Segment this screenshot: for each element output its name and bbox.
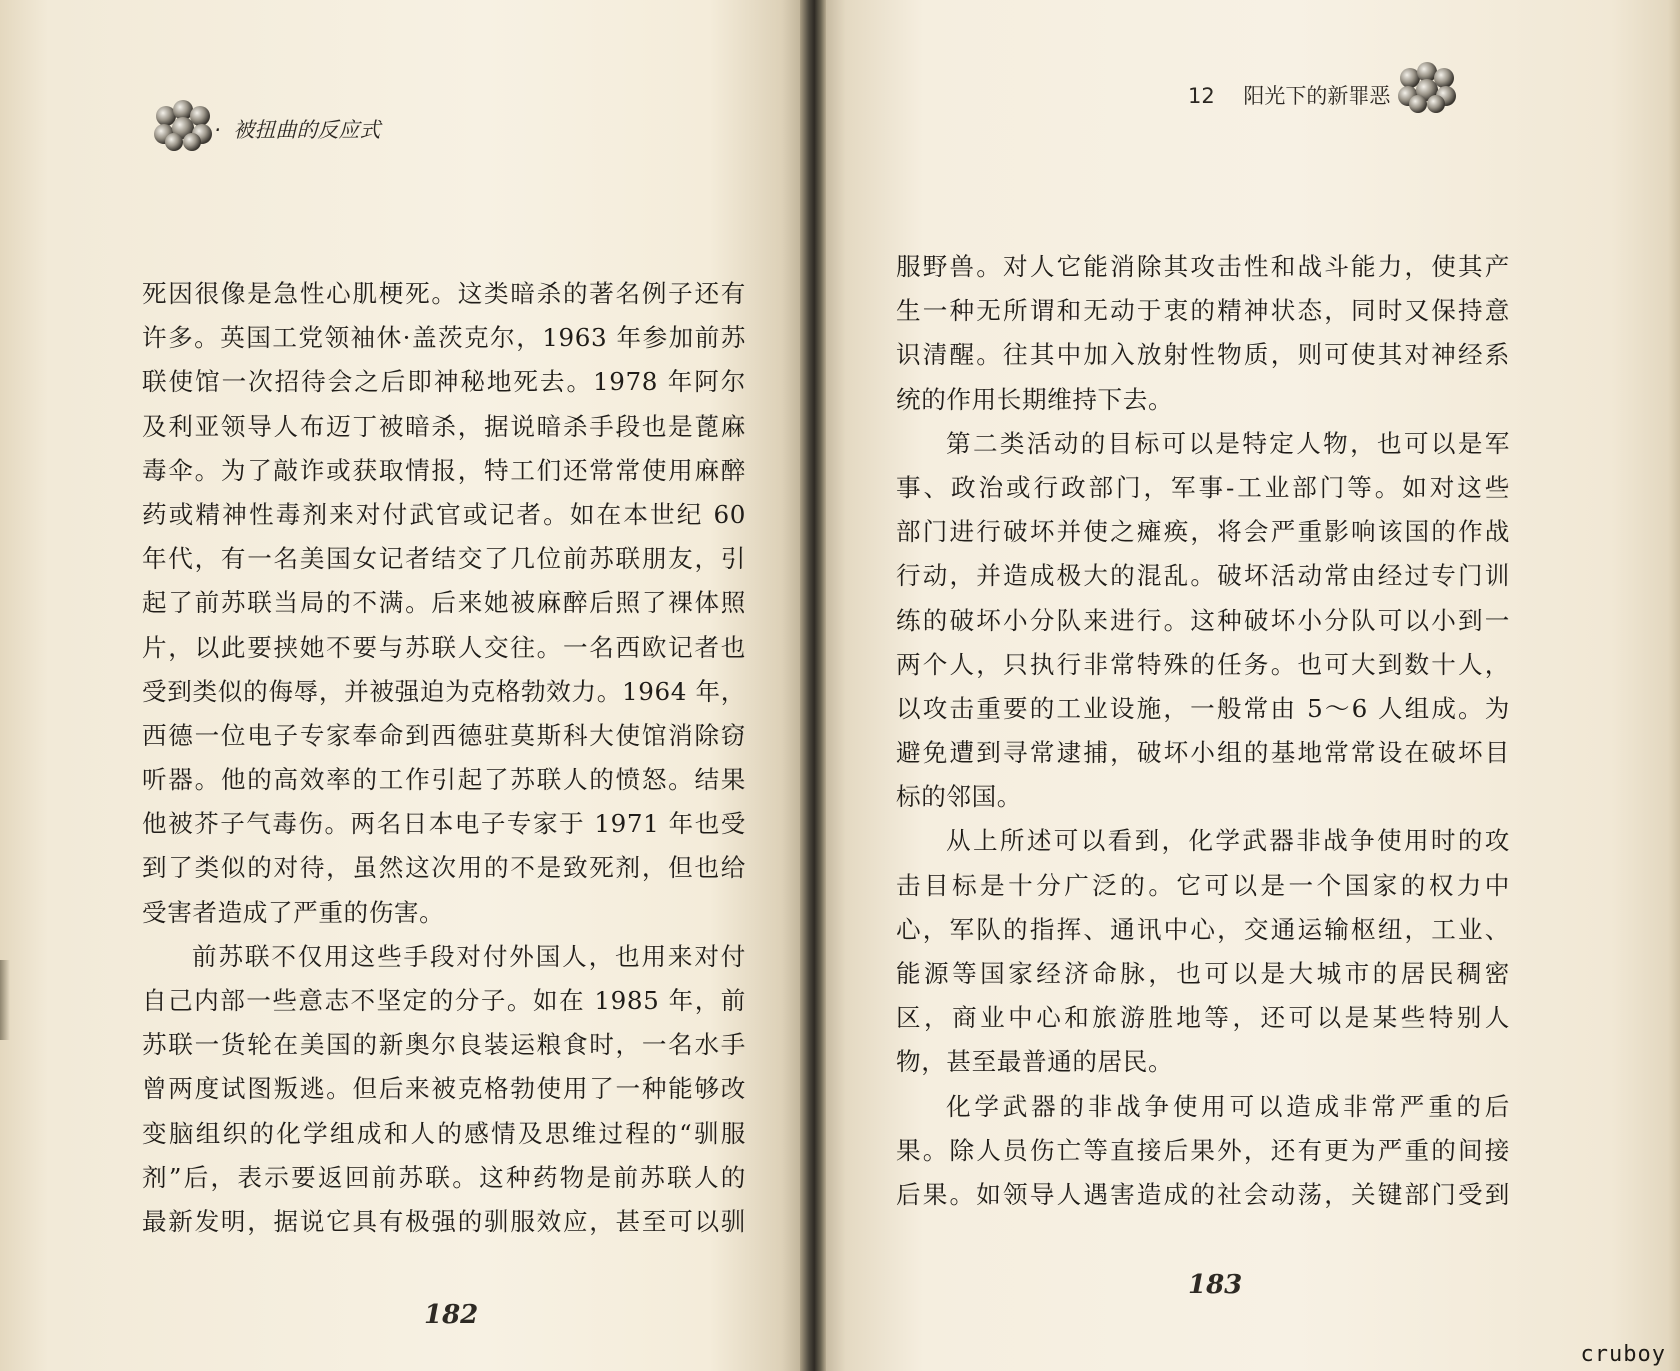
text-line: 许多。英国工党领袖休·盖茨克尔，1963 年参加前苏 xyxy=(142,323,746,353)
scan-smudge xyxy=(0,960,10,1040)
book-gutter xyxy=(800,0,826,1371)
text-line: 事、政治或行政部门，军事-工业部门等。如对这些 xyxy=(896,472,1510,502)
text-line: 及利亚领导人布迈丁被暗杀，据说暗杀手段也是蓖麻 xyxy=(142,411,746,441)
text-line: 击目标是十分广泛的。它可以是一个国家的权力中 xyxy=(896,870,1510,900)
running-header-left xyxy=(214,114,380,144)
text-line: 苏联一货轮在美国的新奥尔良装运粮食时，一名水手 xyxy=(142,1030,746,1060)
text-line: 区，商业中心和旅游胜地等，还可以是某些特别人 xyxy=(896,1003,1510,1033)
text-line: 到了类似的对待，虽然这次用的不是致死剂，但也给 xyxy=(142,853,746,883)
text-line: 自己内部一些意志不坚定的分子。如在 1985 年，前 xyxy=(142,986,746,1015)
text-line: 后果。如领导人遇害造成的社会动荡，关键部门受到 xyxy=(896,1179,1510,1209)
right-page-body xyxy=(896,245,1510,1217)
text-line: 心，军队的指挥、通讯中心，交通运输枢纽，工业、 xyxy=(896,914,1510,944)
text-line: 听器。他的高效率的工作引起了苏联人的愤怒。结果 xyxy=(142,765,746,795)
text-line: 化学武器的非战争使用可以造成非常严重的后 xyxy=(946,1091,1510,1121)
chapter-number: 12 xyxy=(1188,84,1215,108)
text-line: 变脑组织的化学组成和人的感情及思维过程的“驯服 xyxy=(142,1118,746,1148)
watermark-text: cruboy xyxy=(1580,1342,1666,1367)
page-edge xyxy=(1668,0,1680,1371)
text-line: 起了前苏联当局的不满。后来她被麻醉后照了裸体照 xyxy=(142,588,746,618)
text-line: 剂”后，表示要返回前苏联。这种药物是前苏联人的 xyxy=(142,1162,746,1192)
molecule-cluster-icon xyxy=(152,96,214,152)
text-line: 第二类活动的目标可以是特定人物，也可以是军 xyxy=(946,428,1510,458)
text-line: 以攻击重要的工业设施，一般常由 5～6 人组成。为 xyxy=(896,693,1510,723)
left-page-body xyxy=(142,272,746,1244)
text-line: 生一种无所谓和无动于衷的精神状态，同时又保持意 xyxy=(896,296,1510,326)
text-line: 受害者造成了严重的伤害。 xyxy=(142,897,445,927)
text-line: 死因很像是急性心肌梗死。这类暗杀的著名例子还有 xyxy=(142,279,746,308)
text-line: 标的邻国。 xyxy=(896,782,1022,812)
text-line: 从上所述可以看到，化学武器非战争使用时的攻 xyxy=(946,826,1510,856)
text-line: 物，甚至最普通的居民。 xyxy=(896,1047,1174,1077)
text-line: 服野兽。对人它能消除其攻击性和战斗能力，使其产 xyxy=(896,252,1510,281)
text-line: 最新发明，据说它具有极强的驯服效应，甚至可以驯 xyxy=(142,1206,746,1236)
text-line: 避免遭到寻常逮捕，破坏小组的基地常常设在破坏目 xyxy=(896,738,1510,768)
text-line: 识清醒。往其中加入放射性物质，则可使其对神经系 xyxy=(896,340,1510,370)
text-line: 统的作用长期维持下去。 xyxy=(896,384,1174,414)
text-line: 西德一位电子专家奉命到西德驻莫斯科大使馆消除窃 xyxy=(142,720,746,750)
text-line: 前苏联不仅用这些手段对付外国人，也用来对付 xyxy=(192,941,746,971)
text-line: 能源等国家经济命脉，也可以是大城市的居民稠密 xyxy=(896,959,1510,988)
text-line: 练的破坏小分队来进行。这种破坏小分队可以小到一 xyxy=(896,605,1510,635)
text-line: 部门进行破坏并使之瘫痪，将会严重影响该国的作战 xyxy=(896,517,1510,547)
text-line: 曾两度试图叛逃。但后来被克格勃使用了一种能够改 xyxy=(142,1074,746,1104)
text-line: 受到类似的侮辱，并被强迫为克格勃效力。1964 年， xyxy=(142,676,746,706)
text-line: 年代，有一名美国女记者结交了几位前苏联朋友，引 xyxy=(142,544,746,574)
text-line: 他被芥子气毒伤。两名日本电子专家于 1971 年也受 xyxy=(142,809,746,839)
text-line: 行动，并造成极大的混乱。破坏活动常由经过专门训 xyxy=(896,561,1510,591)
text-line: 片，以此要挟她不要与苏联人交往。一名西欧记者也 xyxy=(142,632,746,662)
text-line: 果。除人员伤亡等直接后果外，还有更为严重的间接 xyxy=(896,1135,1510,1165)
header-dot: · xyxy=(214,118,221,142)
page-number-right: 183 xyxy=(1188,1270,1243,1300)
running-header-right xyxy=(1188,80,1414,110)
page-number-left: 182 xyxy=(424,1300,479,1330)
header-title: 被扭曲的反应式 xyxy=(233,118,381,142)
text-line: 两个人，只执行非常特殊的任务。也可大到数十人， xyxy=(896,649,1510,679)
text-line: 毒伞。为了敲诈或获取情报，特工们还常常使用麻醉 xyxy=(142,455,746,485)
text-line: 联使馆一次招待会之后即神秘地死去。1978 年阿尔 xyxy=(142,367,746,397)
header-title: 阳光下的新罪恶 xyxy=(1243,84,1391,108)
molecule-cluster-icon xyxy=(1396,58,1458,114)
text-line: 药或精神性毒剂来对付武官或记者。如在本世纪 60 xyxy=(142,499,746,529)
